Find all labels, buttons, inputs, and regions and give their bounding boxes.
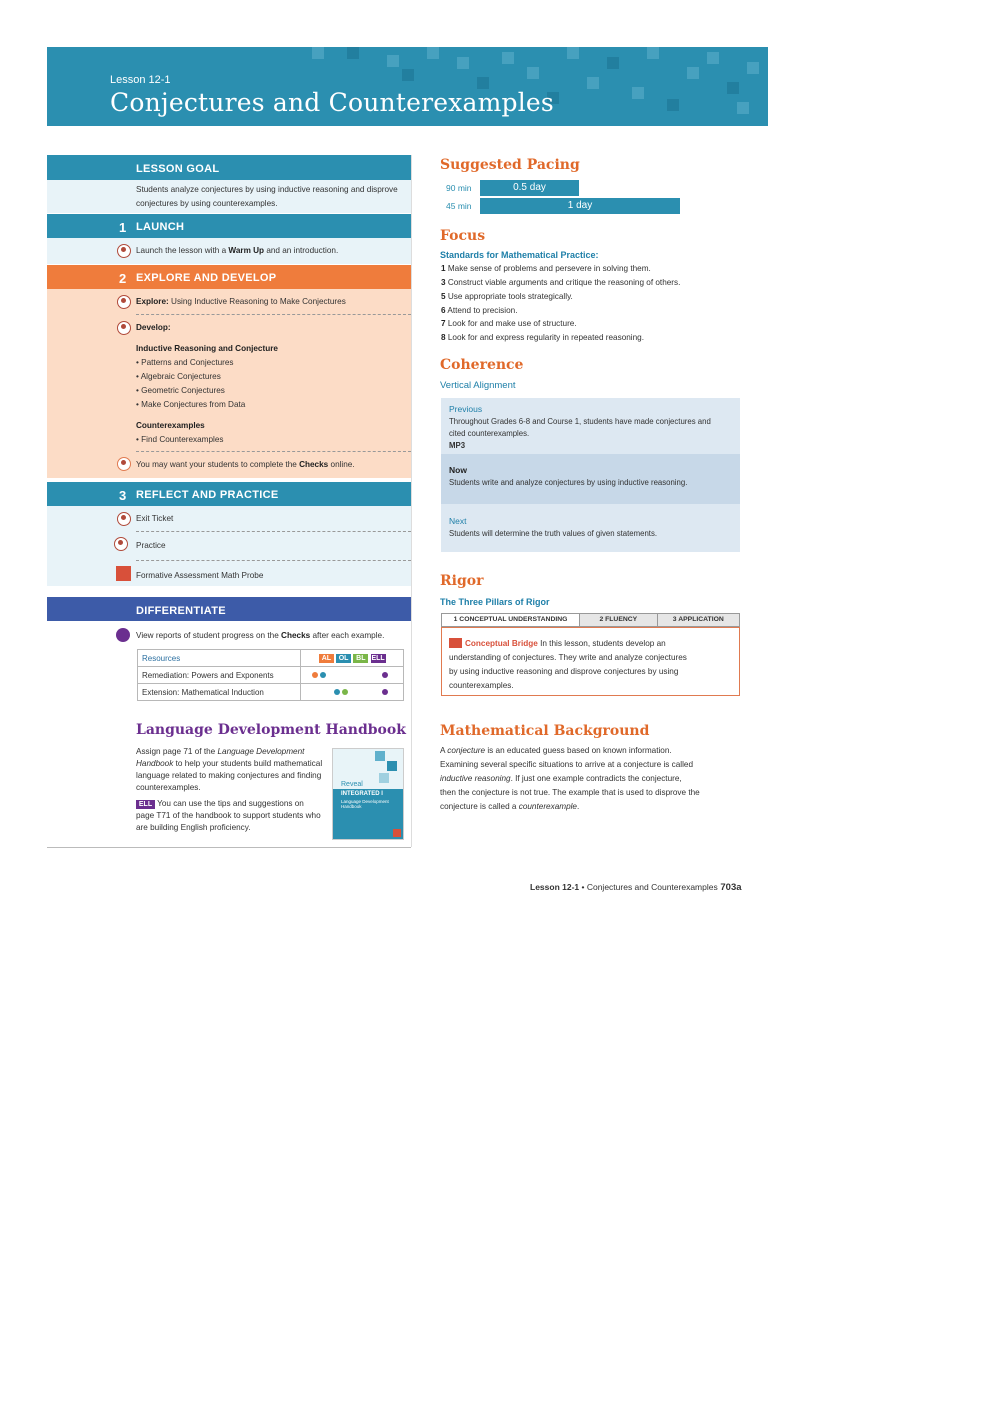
- table-row: Extension: Mathematical Induction: [138, 684, 404, 701]
- left-column-bottom-rule: [47, 847, 411, 848]
- differentiate-text: View reports of student progress on the Checks after each example.: [136, 631, 385, 640]
- coherence-subtitle: Vertical Alignment: [440, 380, 516, 391]
- table-header-row: Resources AL OL BL ELL: [138, 650, 404, 667]
- bridge-icon: [449, 638, 462, 648]
- ell-dot: [382, 672, 388, 678]
- develop-group-title: Inductive Reasoning and Conjecture: [136, 344, 278, 353]
- practice-standard: 7 Look for and make use of structure.: [441, 319, 577, 328]
- develop-label: Develop:: [136, 323, 171, 332]
- pacing-bar-90: 0.5 day: [480, 180, 579, 196]
- divider: [136, 560, 411, 561]
- page-footer: Lesson 12-1 • Conjectures and Counterexamples 703a: [530, 882, 742, 893]
- explore-item: Explore: Using Inductive Reasoning to Make Conjectures: [136, 297, 346, 306]
- group-icon: [117, 512, 131, 526]
- lesson-goal-panel: Students analyze conjectures by using inductive reasoning and disprove conjectures by using counterexamples.: [47, 180, 411, 213]
- resources-table: [137, 649, 404, 701]
- math-background-line: inductive reasoning. If just one example contradicts the conjecture,: [440, 774, 682, 783]
- develop-item: • Make Conjectures from Data: [136, 400, 246, 409]
- coherence-next: Next Students will determine the truth values of given statements.: [441, 504, 740, 552]
- explore-header: 2 EXPLORE AND DEVELOP: [47, 265, 411, 289]
- lesson-goal-header: LESSON GOAL: [47, 155, 411, 180]
- pacing-label: 90 min: [446, 183, 472, 193]
- ldh-paragraph: Assign page 71 of the Language Development Handbook to help your students build mathematical language related to making conjectures and finding counterexamples.: [136, 747, 323, 792]
- al-dot: [312, 672, 318, 678]
- divider: [136, 531, 411, 532]
- math-background-line: conjecture is called a counterexample.: [440, 802, 580, 811]
- ldh-title: Language Development Handbook: [136, 722, 406, 738]
- launch-text: Launch the lesson with a Warm Up and an introduction.: [136, 246, 339, 255]
- divider: [136, 451, 411, 452]
- math-background-title: Mathematical Background: [440, 723, 650, 739]
- pacing-bar-45: 1 day: [480, 198, 680, 214]
- left-column-right-rule: [411, 155, 412, 847]
- develop-item: • Patterns and Conjectures: [136, 358, 234, 367]
- launch-header: 1 LAUNCH: [47, 214, 411, 238]
- reflect-item: Exit Ticket: [136, 514, 174, 523]
- math-background-line: Examining several specific situations to arrive at a conjecture is called: [440, 760, 694, 769]
- tag-al: AL: [319, 654, 334, 663]
- tag-bl: BL: [353, 654, 368, 663]
- conceptual-bridge-box: Conceptual Bridge In this lesson, students develop an understanding of conjectures. They write and analyze conjectures by using inductive reasoning and disprove conjectures by using counterexamples.: [441, 627, 740, 696]
- ol-dot: [320, 672, 326, 678]
- differentiate-header: DIFFERENTIATE: [47, 597, 411, 621]
- ell-dot: [382, 689, 388, 695]
- rigor-title: Rigor: [440, 573, 484, 589]
- bl-dot: [342, 689, 348, 695]
- explore-panel: [47, 289, 411, 478]
- reflect-item: Formative Assessment Math Probe: [136, 571, 264, 580]
- table-row: Remediation: Powers and Exponents: [138, 667, 404, 684]
- probe-icon: [116, 566, 131, 581]
- pacing-title: Suggested Pacing: [440, 157, 580, 173]
- handbook-cover-image: Reveal INTEGRATED I Language Development Handbook: [332, 748, 404, 840]
- math-background-line: then the conjecture is not true. The example that is used to disprove the: [440, 788, 700, 797]
- develop-item: • Geometric Conjectures: [136, 386, 225, 395]
- coherence-now: Now Students write and analyze conjectures by using inductive reasoning.: [441, 454, 740, 504]
- ell-tag: ELL: [136, 800, 155, 809]
- tag-ell: ELL: [371, 655, 385, 662]
- rigor-pillars: 1 CONCEPTUAL UNDERSTANDING 2 FLUENCY 3 APPLICATION: [441, 613, 740, 627]
- math-background-line: A conjecture is an educated guess based on known information.: [440, 746, 672, 755]
- group-icon: [117, 244, 131, 258]
- reflect-header: 3 REFLECT AND PRACTICE: [47, 482, 411, 506]
- reflect-item: Practice: [136, 541, 166, 550]
- practice-standard: 5 Use appropriate tools strategically.: [441, 292, 573, 301]
- group-icon: [117, 321, 131, 335]
- practice-icon: [114, 537, 128, 551]
- ldh-ell-paragraph: ELL You can use the tips and suggestions on page T71 of the handbook to support students who are building English proficiency.: [136, 799, 321, 832]
- develop-group-title: Counterexamples: [136, 421, 205, 430]
- focus-title: Focus: [440, 228, 486, 244]
- practice-standard: 1 Make sense of problems and persevere in solving them.: [441, 264, 651, 273]
- practice-standard: 8 Look for and express regularity in repeated reasoning.: [441, 333, 645, 342]
- tag-ol: OL: [336, 654, 351, 663]
- pacing-label: 45 min: [446, 201, 472, 211]
- lesson-banner: [47, 47, 768, 126]
- person-icon: [117, 457, 131, 471]
- develop-item: • Find Counterexamples: [136, 435, 224, 444]
- reports-icon: [116, 628, 130, 642]
- checks-text: You may want your students to complete the Checks online.: [136, 460, 355, 469]
- ol-dot: [334, 689, 340, 695]
- focus-subtitle: Standards for Mathematical Practice:: [440, 250, 599, 260]
- coherence-title: Coherence: [440, 357, 524, 373]
- develop-item: • Algebraic Conjectures: [136, 372, 221, 381]
- coherence-previous: Previous Throughout Grades 6-8 and Course 1, students have made conjectures and cited counterexamples. MP3: [441, 398, 740, 454]
- lesson-title: Conjectures and Counterexamples: [110, 88, 554, 117]
- divider: [136, 314, 411, 315]
- practice-standard: 3 Construct viable arguments and critique the reasoning of others.: [441, 278, 681, 287]
- group-icon: [117, 295, 131, 309]
- rigor-subtitle: The Three Pillars of Rigor: [440, 597, 550, 607]
- practice-standard: 6 Attend to precision.: [441, 306, 518, 315]
- lesson-number: Lesson 12-1: [110, 74, 171, 86]
